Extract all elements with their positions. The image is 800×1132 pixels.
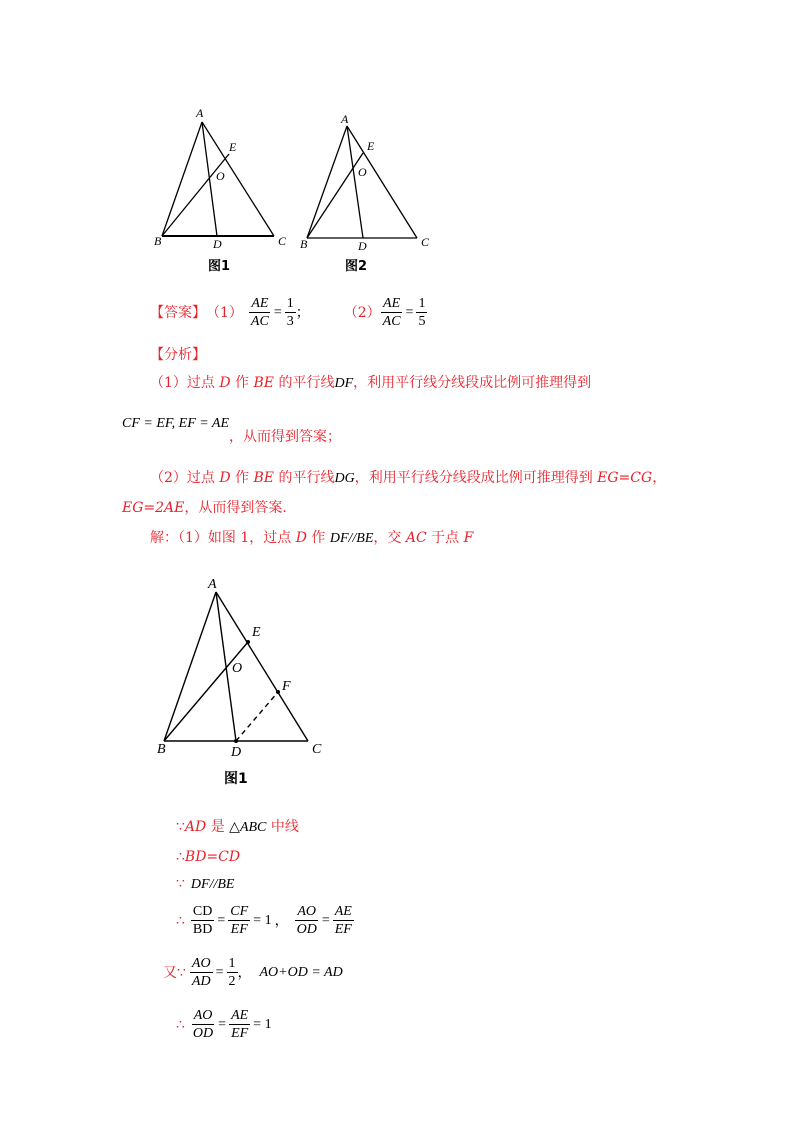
math-cf-ef-ae: CF = EF, EF = AE bbox=[122, 416, 230, 431]
fraction-AO-OD: $\frac{AO}{OD}$ bbox=[192, 1008, 214, 1041]
fraction-CF-EF: $\frac{CF}{EF}$ bbox=[230, 904, 249, 937]
proof-step-2: ∴BD=CD bbox=[176, 849, 241, 865]
equals-sign: = bbox=[273, 304, 282, 320]
point-label-C: C bbox=[421, 235, 430, 249]
fraction-AO-OD: $\frac{AO}{OD}$ bbox=[296, 904, 317, 937]
point-label-O: O bbox=[358, 165, 367, 179]
math-DF-parallel-BE: DF//BE bbox=[190, 877, 235, 892]
point-label-D: D bbox=[358, 239, 367, 253]
answer-part2-label: （2） bbox=[343, 304, 381, 321]
figure-2-caption: 图2 bbox=[345, 259, 368, 274]
segment-AC bbox=[347, 126, 417, 238]
figure-3-caption: 图1 bbox=[224, 771, 248, 787]
segment-BE bbox=[162, 154, 229, 236]
answer-part2-value: $\frac{1}{5}$ bbox=[418, 296, 426, 329]
segment-AD bbox=[347, 126, 363, 238]
point-label-E: E bbox=[252, 625, 261, 640]
point-label-O: O bbox=[232, 661, 243, 676]
point-label-A: A bbox=[208, 577, 217, 592]
answer-line bbox=[150, 296, 427, 329]
math-DG: DG bbox=[334, 471, 355, 486]
segment-BE bbox=[307, 153, 363, 238]
figure-1-caption: 图1 bbox=[208, 259, 231, 274]
point-label-A: A bbox=[341, 112, 349, 126]
fraction-AE-EF: $\frac{AE}{EF}$ bbox=[231, 1008, 249, 1041]
point-F-dot bbox=[276, 690, 280, 694]
segment-BE bbox=[164, 642, 248, 741]
proof-step-6: ∴ $\frac{AO}{OD}$ = $\frac{AE}{EF}$ = 1 bbox=[176, 1008, 272, 1041]
figure-1-diagram bbox=[150, 102, 300, 252]
analysis-line-4: EG=2AE，从而得到答案. bbox=[122, 500, 287, 516]
analysis-label: 【分析】 bbox=[150, 347, 206, 363]
answer-part1-value: $\frac{1}{3}$ bbox=[286, 296, 294, 329]
analysis-line-2: CF = EF, EF = AE，从而得到答案； bbox=[122, 416, 342, 445]
fraction-AE-EF: $\frac{AE}{EF}$ bbox=[334, 904, 352, 937]
math-AO-plus-OD: AO+OD = AD bbox=[259, 964, 343, 980]
segment-AC bbox=[216, 592, 308, 741]
fraction-CD-BD: $\frac{CD}{BD}$ bbox=[192, 904, 213, 937]
solution-intro: 解：（1）如图 1，过点 D 作 DF//BE，交 AC 于点 F bbox=[150, 530, 474, 546]
proof-step-3: ∵ DF//BE bbox=[176, 876, 235, 892]
point-label-E: E bbox=[229, 140, 237, 154]
answer-separator: ； bbox=[295, 304, 310, 321]
point-label-A: A bbox=[196, 106, 204, 120]
analysis-line-1: （1）过点 D 作 BE 的平行线DF，利用平行线分线段成比例可推理得到 bbox=[150, 375, 592, 391]
answer-part1-fraction: $\frac{AE}{AC}$ bbox=[250, 296, 269, 329]
point-D-dot bbox=[234, 739, 238, 743]
fraction-one-half: $\frac{1}{2}$ bbox=[228, 956, 236, 989]
fraction-AO-AD: $\frac{AO}{AD}$ bbox=[191, 956, 211, 989]
point-label-C: C bbox=[278, 234, 287, 248]
point-label-D: D bbox=[231, 745, 242, 760]
segment-DF-dashed bbox=[236, 692, 278, 741]
math-DF-parallel-BE: DF//BE bbox=[329, 531, 374, 546]
proof-step-4: ∴ $\frac{CD}{BD}$ = $\frac{CF}{EF}$ = 1 ， $\frac{AO}{OD}$ = $\frac{AE}{EF}$ bbox=[176, 904, 352, 937]
point-label-F: F bbox=[282, 679, 291, 694]
point-label-B: B bbox=[157, 742, 166, 757]
proof-step-1: ∵AD 是 △ABC 中线 bbox=[176, 819, 299, 835]
segment-AC bbox=[202, 122, 274, 236]
answer-part1-label: （1） bbox=[206, 304, 243, 321]
proof-step-5: 又 ∵ $\frac{AO}{AD}$ = $\frac{1}{2}$ ， AO+OD = AD bbox=[163, 956, 343, 989]
point-label-C: C bbox=[312, 742, 322, 757]
segment-AD bbox=[202, 122, 217, 236]
equals-sign: = bbox=[405, 304, 414, 320]
point-E-dot bbox=[246, 640, 250, 644]
math-triangle-ABC: △ABC bbox=[229, 820, 267, 835]
segment-AB bbox=[162, 122, 202, 236]
point-label-B: B bbox=[300, 237, 308, 251]
segment-AB bbox=[164, 592, 216, 741]
point-label-E: E bbox=[367, 139, 375, 153]
point-label-B: B bbox=[154, 234, 162, 248]
segment-AB bbox=[307, 126, 347, 238]
point-label-O: O bbox=[216, 169, 225, 183]
point-label-D: D bbox=[213, 237, 222, 251]
answer-part2-fraction: $\frac{AE}{AC}$ bbox=[382, 296, 401, 329]
figure-3-diagram bbox=[150, 572, 340, 762]
figure-2-diagram bbox=[295, 108, 445, 258]
answer-label: 【答案】 bbox=[150, 304, 206, 321]
analysis-line-3: （2）过点 D 作 BE 的平行线DG，利用平行线分线段成比例可推理得到 EG=CG， bbox=[150, 470, 667, 486]
math-DF: DF bbox=[334, 376, 354, 391]
